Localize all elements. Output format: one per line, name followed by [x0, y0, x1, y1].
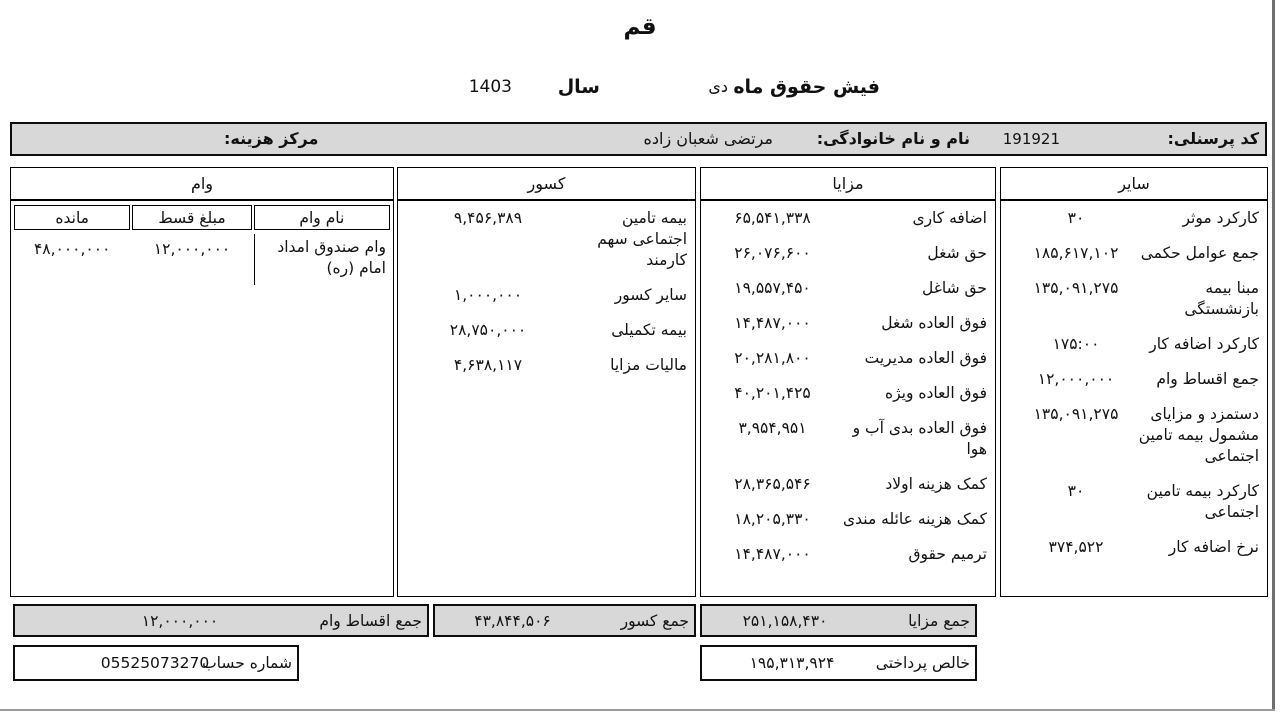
row-label: کارکرد بیمه تامین اجتماعی	[1146, 482, 1259, 521]
row-value: ۶۵,۵۴۱,۳۳۸	[734, 209, 811, 227]
page-bottom-edge-line	[0, 709, 1275, 711]
row-label: سایر کسور	[614, 286, 687, 304]
benefits-row	[701, 502, 995, 537]
payslip-title: فیش حقوق ماه	[733, 76, 880, 98]
account-number-value: 05525073270	[100, 654, 210, 672]
row-label: فوق العاده مدیریت	[864, 349, 987, 367]
row-value: ۲۸,۷۵۰,۰۰۰	[449, 321, 527, 339]
personnel-bar	[10, 122, 1267, 156]
benefits-row	[701, 201, 995, 236]
net-pay-value: ۱۹۵,۳۱۳,۹۲۴	[749, 654, 835, 672]
other-column-header: سایر	[1001, 168, 1267, 201]
cost-center-label: مرکز هزینه:	[224, 129, 319, 148]
deductions-row	[398, 278, 695, 313]
benefits-row	[701, 376, 995, 411]
benefits-row	[701, 271, 995, 306]
row-label: فوق العاده شغل	[881, 314, 987, 332]
other-row	[1001, 271, 1267, 327]
row-value: ۱,۰۰۰,۰۰۰	[453, 286, 523, 304]
benefits-row	[701, 236, 995, 271]
row-value: ۱۸۵,۶۱۷,۱۰۲	[1033, 244, 1119, 262]
benefits-column-header: مزایا	[701, 168, 995, 201]
row-value: ۲۰,۲۸۱,۸۰۰	[734, 349, 811, 367]
loan-installment-value: ۱۲,۰۰۰,۰۰۰	[153, 240, 231, 258]
row-label: حق شاغل	[922, 279, 987, 297]
row-label: کمک هزینه اولاد	[885, 475, 987, 493]
row-label: دستمزد و مزایای مشمول بیمه تامین اجتماعی	[1138, 405, 1259, 465]
row-value: ۲۶,۰۷۶,۶۰۰	[734, 244, 811, 262]
row-value: ۳,۹۵۴,۹۵۱	[738, 419, 807, 437]
row-value: ۱۳۵,۰۹۱,۲۷۵	[1033, 279, 1119, 297]
row-value: ۳۰	[1067, 209, 1085, 227]
row-value: ۱۴,۴۸۷,۰۰۰	[734, 314, 811, 332]
page-right-edge-line	[1272, 0, 1275, 711]
row-label: جمع عوامل حکمی	[1140, 244, 1259, 262]
other-row	[1001, 327, 1267, 362]
loan-total-label: جمع اقساط وام	[319, 611, 422, 630]
row-label: ترمیم حقوق	[908, 545, 987, 563]
row-value: ۱۲,۰۰۰,۰۰۰	[1037, 370, 1115, 388]
net-pay-label: خالص پرداختی	[875, 654, 970, 672]
row-value: ۴,۶۳۸,۱۱۷	[453, 356, 523, 374]
row-label: فوق العاده بدی آب و هوا	[852, 419, 987, 458]
loan-total-value: ۱۲,۰۰۰,۰۰۰	[141, 611, 219, 630]
deductions-row	[398, 201, 695, 278]
row-label: نرخ اضافه کار	[1168, 538, 1259, 556]
row-label: اضافه کاری	[912, 209, 987, 227]
row-label: فوق العاده ویژه	[884, 384, 987, 402]
deductions-total-label: جمع کسور	[620, 611, 689, 630]
benefits-row	[701, 306, 995, 341]
other-row	[1001, 474, 1267, 530]
row-value: ۱۸,۲۰۵,۳۳۰	[734, 510, 811, 528]
personnel-code-value: 191921	[1002, 130, 1060, 148]
deductions-row	[398, 313, 695, 348]
personnel-code-label: کد پرسنلی:	[1167, 129, 1259, 148]
loan-subheader-row	[11, 201, 393, 230]
benefits-total-box	[700, 604, 977, 637]
loan-balance-value: ۴۸,۰۰۰,۰۰۰	[33, 240, 111, 258]
benefits-total-label: جمع مزایا	[908, 611, 970, 630]
other-row	[1001, 530, 1267, 565]
city-title: قم	[623, 14, 657, 40]
row-label: کارکرد موثر	[1182, 209, 1259, 227]
deductions-row	[398, 348, 695, 383]
loan-total-box	[13, 604, 429, 637]
loan-balance-header: مانده	[14, 205, 130, 230]
deductions-column	[397, 167, 696, 597]
benefits-row	[701, 411, 995, 467]
benefits-row	[701, 341, 995, 376]
row-label: مبنا بیمه بازنشستگی	[1184, 279, 1259, 318]
account-number-box	[13, 645, 299, 681]
row-label: کارکرد اضافه کار	[1149, 335, 1259, 353]
other-row	[1001, 236, 1267, 271]
row-value: ۱۳۵,۰۹۱,۲۷۵	[1033, 405, 1119, 423]
row-label: حق شغل	[927, 244, 987, 262]
row-value: ۱۴,۴۸۷,۰۰۰	[734, 545, 811, 563]
loan-name-header: نام وام	[254, 205, 390, 230]
loan-column	[10, 167, 394, 597]
loan-name-value: وام صندوق امداد امام (ره)	[254, 234, 390, 285]
net-pay-box	[700, 645, 977, 681]
row-label: بیمه تکمیلی	[611, 321, 687, 339]
year-label: سال	[557, 76, 600, 98]
loan-column-header: وام	[11, 168, 393, 201]
row-label: بیمه تامین اجتماعی سهم کارمند	[597, 209, 687, 269]
row-value: ۳۷۴,۵۲۲	[1048, 538, 1104, 556]
other-row	[1001, 397, 1267, 474]
row-label: کمک هزینه عائله مندی	[843, 510, 987, 528]
year-value: 1403	[468, 77, 512, 97]
deductions-column-header: کسور	[398, 168, 695, 201]
row-label: جمع اقساط وام	[1156, 370, 1259, 388]
benefits-row	[701, 537, 995, 572]
benefits-column	[700, 167, 996, 597]
row-value: ۱۹,۵۵۷,۴۵۰	[734, 279, 811, 297]
row-value: ۴۰,۲۰۱,۴۲۵	[734, 384, 811, 402]
deductions-total-value: ۴۳,۸۴۴,۵۰۶	[474, 611, 551, 630]
other-row	[1001, 362, 1267, 397]
month-value: دی	[708, 77, 728, 96]
row-value: ۲۸,۳۶۵,۵۴۶	[734, 475, 811, 493]
full-name-label: نام و نام خانوادگی:	[816, 129, 970, 148]
full-name-value: مرتضی شعبان زاده	[643, 129, 773, 148]
row-value: ۹,۴۵۶,۳۸۹	[453, 209, 523, 227]
loan-installment-header: مبلغ قسط	[132, 205, 251, 230]
deductions-total-box	[433, 604, 696, 637]
benefits-row	[701, 467, 995, 502]
row-label: مالیات مزایا	[610, 356, 687, 374]
account-number-label: شماره حساب	[202, 654, 292, 672]
other-row	[1001, 201, 1267, 236]
other-column	[1000, 167, 1268, 597]
row-value: ۱۷۵:۰۰	[1052, 335, 1100, 353]
loan-data-row	[11, 230, 393, 285]
benefits-total-value: ۲۵۱,۱۵۸,۴۳۰	[742, 611, 828, 630]
row-value: ۳۰	[1067, 482, 1085, 500]
